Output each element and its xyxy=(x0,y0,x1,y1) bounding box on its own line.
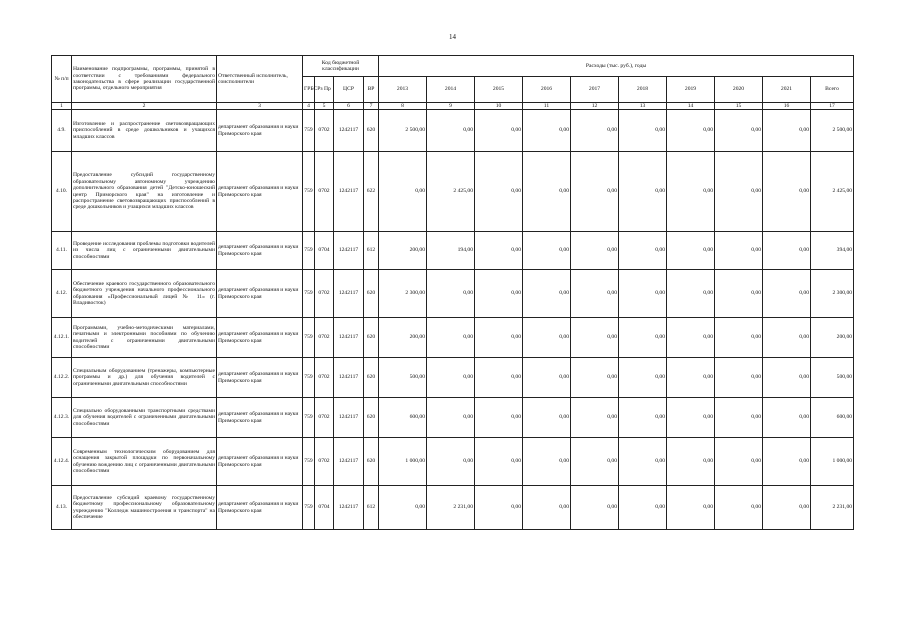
header-year: 2019 xyxy=(667,77,715,103)
row-year-value: 0,00 xyxy=(475,358,523,398)
row-year-value: 0,00 xyxy=(763,398,811,438)
column-number: 3 xyxy=(217,103,303,110)
row-number: 4.11. xyxy=(52,232,72,270)
row-name: Изготовление и распространение световозвращающих приспособлений в среде дошкольников и учащихся младших классов xyxy=(72,110,217,152)
row-year-value: 500,00 xyxy=(379,358,427,398)
row-number: 4.12.1. xyxy=(52,318,72,358)
row-number: 4.12.3. xyxy=(52,398,72,438)
header-year: 2020 xyxy=(715,77,763,103)
row-rzpr: 0702 xyxy=(315,398,334,438)
row-year-value: 0,00 xyxy=(715,486,763,530)
row-year-value: 0,00 xyxy=(619,398,667,438)
row-year-value: 0,00 xyxy=(571,110,619,152)
column-number: 15 xyxy=(715,103,763,110)
column-number: 1 xyxy=(52,103,72,110)
row-year-value: 0,00 xyxy=(427,438,475,486)
row-total: 2 425,00 xyxy=(811,152,854,232)
row-name: Современным технологическим оборудованием для оснащения закрытой площадки по первоначальному обучению вождению лиц с ограниченными двигательными способностями xyxy=(72,438,217,486)
column-number: 10 xyxy=(475,103,523,110)
row-name: Специально оборудованными транспортными средствами для обучения водителей с ограниченными двигательными способностями xyxy=(72,398,217,438)
table-row xyxy=(52,110,854,152)
header-year: 2021 xyxy=(763,77,811,103)
row-number: 4.12.4. xyxy=(52,438,72,486)
row-grbs: 759 xyxy=(303,486,315,530)
row-rzpr: 0702 xyxy=(315,358,334,398)
row-grbs: 759 xyxy=(303,398,315,438)
header-budget-code: Код бюджетной классификации xyxy=(303,56,379,77)
row-rzpr: 0702 xyxy=(315,318,334,358)
column-number: 16 xyxy=(763,103,811,110)
row-responsible: департамент образования и науки Приморского края xyxy=(217,486,303,530)
row-number: 4.10. xyxy=(52,152,72,232)
row-csr: 1242117 xyxy=(334,232,364,270)
row-year-value: 0,00 xyxy=(523,110,571,152)
row-grbs: 759 xyxy=(303,110,315,152)
column-number: 2 xyxy=(72,103,217,110)
column-number: 4 xyxy=(303,103,315,110)
header-num: № п/п xyxy=(52,56,72,103)
row-year-value: 0,00 xyxy=(667,270,715,318)
row-year-value: 0,00 xyxy=(523,398,571,438)
row-csr: 1242117 xyxy=(334,398,364,438)
row-year-value: 0,00 xyxy=(715,398,763,438)
row-year-value: 0,00 xyxy=(715,358,763,398)
row-year-value: 0,00 xyxy=(763,232,811,270)
header-year: 2015 xyxy=(475,77,523,103)
column-number: 6 xyxy=(334,103,364,110)
header-year: 2017 xyxy=(571,77,619,103)
row-total: 1 000,00 xyxy=(811,438,854,486)
row-name: Обеспечение краевого государственного образовательного бюджетного учреждения начального профессионального образования «Профессиональный лицей № 11» (г. Владивосток) xyxy=(72,270,217,318)
row-total: 500,00 xyxy=(811,358,854,398)
column-number: 14 xyxy=(667,103,715,110)
header-csr: ЦСР xyxy=(334,77,364,103)
row-number: 4.9. xyxy=(52,110,72,152)
header-year: 2014 xyxy=(427,77,475,103)
row-year-value: 0,00 xyxy=(619,438,667,486)
row-year-value: 2 231,00 xyxy=(427,486,475,530)
header-total: Всего xyxy=(811,77,854,103)
row-rzpr: 0704 xyxy=(315,486,334,530)
row-vr: 620 xyxy=(364,438,379,486)
header-responsible: Ответственный исполнитель, соисполнители xyxy=(217,56,303,103)
row-year-value: 0,00 xyxy=(523,358,571,398)
row-grbs: 759 xyxy=(303,270,315,318)
row-responsible: департамент образования и науки Приморского края xyxy=(217,358,303,398)
row-year-value: 0,00 xyxy=(379,486,427,530)
row-year-value: 0,00 xyxy=(571,358,619,398)
column-number: 5 xyxy=(315,103,334,110)
row-year-value: 0,00 xyxy=(475,152,523,232)
row-total: 2 231,00 xyxy=(811,486,854,530)
page-number: 14 xyxy=(449,33,456,41)
row-vr: 612 xyxy=(364,486,379,530)
row-year-value: 0,00 xyxy=(571,398,619,438)
row-total: 200,00 xyxy=(811,318,854,358)
row-year-value: 0,00 xyxy=(667,318,715,358)
row-responsible: департамент образования и науки Приморского края xyxy=(217,398,303,438)
column-number: 11 xyxy=(523,103,571,110)
row-year-value: 0,00 xyxy=(523,318,571,358)
row-rzpr: 0704 xyxy=(315,232,334,270)
row-year-value: 0,00 xyxy=(379,152,427,232)
table-row xyxy=(52,270,854,318)
header-year: 2013 xyxy=(379,77,427,103)
row-year-value: 600,00 xyxy=(379,398,427,438)
row-csr: 1242117 xyxy=(334,486,364,530)
row-csr: 1242117 xyxy=(334,152,364,232)
row-year-value: 0,00 xyxy=(427,110,475,152)
row-grbs: 759 xyxy=(303,358,315,398)
table-body xyxy=(52,110,854,530)
row-responsible: департамент образования и науки Приморского края xyxy=(217,318,303,358)
row-year-value: 0,00 xyxy=(667,110,715,152)
row-vr: 612 xyxy=(364,232,379,270)
row-year-value: 0,00 xyxy=(571,438,619,486)
row-year-value: 0,00 xyxy=(763,438,811,486)
row-year-value: 0,00 xyxy=(571,152,619,232)
table-row xyxy=(52,398,854,438)
row-year-value: 0,00 xyxy=(523,270,571,318)
row-vr: 620 xyxy=(364,110,379,152)
row-year-value: 0,00 xyxy=(715,438,763,486)
row-year-value: 0,00 xyxy=(619,486,667,530)
table-row xyxy=(52,318,854,358)
row-responsible: департамент образования и науки Приморского края xyxy=(217,152,303,232)
row-year-value: 200,00 xyxy=(379,318,427,358)
row-number: 4.12.2. xyxy=(52,358,72,398)
header-grbs: ГРБС xyxy=(303,77,315,103)
column-number-row xyxy=(52,103,854,110)
header-expenses: Расходы (тыс. руб.), годы xyxy=(379,56,854,77)
row-year-value: 0,00 xyxy=(715,318,763,358)
row-year-value: 0,00 xyxy=(763,358,811,398)
row-year-value: 0,00 xyxy=(763,152,811,232)
row-vr: 620 xyxy=(364,398,379,438)
row-vr: 620 xyxy=(364,270,379,318)
row-year-value: 0,00 xyxy=(667,486,715,530)
row-number: 4.13. xyxy=(52,486,72,530)
row-year-value: 0,00 xyxy=(427,358,475,398)
table-row xyxy=(52,358,854,398)
row-name: Предоставление субсидий государственному образовательному автономному учреждению дополнительного образования детей "Детско-юношеский центр Приморского края" на изготовление и распространение световозвращающих приспособлений в среде дошкольников и учащихся младших классов xyxy=(72,152,217,232)
row-vr: 622 xyxy=(364,152,379,232)
row-csr: 1242117 xyxy=(334,318,364,358)
header-name: Наименование подпрограммы, программы, принятой в соответствии с требованиями федерального законодательства в сфере реализации государственной программы, отдельного мероприятия xyxy=(72,56,217,103)
row-vr: 620 xyxy=(364,318,379,358)
column-number: 9 xyxy=(427,103,475,110)
row-year-value: 0,00 xyxy=(715,270,763,318)
row-year-value: 0,00 xyxy=(667,358,715,398)
row-rzpr: 0702 xyxy=(315,270,334,318)
table-row xyxy=(52,152,854,232)
header-rzpr: Рз Пр xyxy=(315,77,334,103)
table-row xyxy=(52,438,854,486)
row-name: Проведение исследования проблемы подготовки водителей из числа лиц с ограниченными двигательными способностями xyxy=(72,232,217,270)
row-year-value: 0,00 xyxy=(619,152,667,232)
row-year-value: 0,00 xyxy=(763,486,811,530)
row-year-value: 0,00 xyxy=(475,318,523,358)
table-row xyxy=(52,232,854,270)
row-year-value: 0,00 xyxy=(667,438,715,486)
row-year-value: 0,00 xyxy=(475,270,523,318)
row-year-value: 0,00 xyxy=(427,318,475,358)
row-year-value: 0,00 xyxy=(667,232,715,270)
row-total: 600,00 xyxy=(811,398,854,438)
row-year-value: 0,00 xyxy=(571,270,619,318)
row-year-value: 2 425,00 xyxy=(427,152,475,232)
row-year-value: 0,00 xyxy=(571,318,619,358)
budget-expenses-table xyxy=(51,55,854,530)
row-year-value: 2 500,00 xyxy=(379,110,427,152)
row-csr: 1242117 xyxy=(334,110,364,152)
row-year-value: 2 300,00 xyxy=(379,270,427,318)
row-year-value: 0,00 xyxy=(667,152,715,232)
row-year-value: 0,00 xyxy=(763,270,811,318)
column-number: 12 xyxy=(571,103,619,110)
row-year-value: 0,00 xyxy=(715,110,763,152)
row-year-value: 200,00 xyxy=(379,232,427,270)
row-responsible: департамент образования и науки Приморского края xyxy=(217,438,303,486)
row-csr: 1242117 xyxy=(334,270,364,318)
row-year-value: 0,00 xyxy=(475,438,523,486)
row-year-value: 0,00 xyxy=(619,270,667,318)
row-year-value: 0,00 xyxy=(715,152,763,232)
row-year-value: 0,00 xyxy=(571,486,619,530)
row-grbs: 759 xyxy=(303,152,315,232)
row-name: Специальным оборудованием (тренажеры, компьютерные программы и др.) для обучения водителей с ограниченными двигательными способностями xyxy=(72,358,217,398)
row-csr: 1242117 xyxy=(334,438,364,486)
row-grbs: 759 xyxy=(303,438,315,486)
row-grbs: 759 xyxy=(303,318,315,358)
row-year-value: 0,00 xyxy=(619,358,667,398)
column-number: 13 xyxy=(619,103,667,110)
column-number: 8 xyxy=(379,103,427,110)
row-number: 4.12. xyxy=(52,270,72,318)
row-responsible: департамент образования и науки Приморского края xyxy=(217,110,303,152)
row-year-value: 0,00 xyxy=(763,318,811,358)
column-number: 7 xyxy=(364,103,379,110)
header-year: 2016 xyxy=(523,77,571,103)
row-name: Предоставление субсидий краевому государственному бюджетному профессиональному образовательному учреждению "Колледж машиностроения и транспорта" на обеспечение xyxy=(72,486,217,530)
row-year-value: 0,00 xyxy=(475,398,523,438)
row-responsible: департамент образования и науки Приморского края xyxy=(217,232,303,270)
table-row xyxy=(52,486,854,530)
row-total: 2 300,00 xyxy=(811,270,854,318)
row-year-value: 0,00 xyxy=(475,232,523,270)
row-year-value: 0,00 xyxy=(523,438,571,486)
row-total: 2 500,00 xyxy=(811,110,854,152)
row-total: 394,00 xyxy=(811,232,854,270)
row-csr: 1242117 xyxy=(334,358,364,398)
row-year-value: 194,00 xyxy=(427,232,475,270)
row-grbs: 759 xyxy=(303,232,315,270)
column-number: 17 xyxy=(811,103,854,110)
row-year-value: 0,00 xyxy=(571,232,619,270)
row-responsible: департамент образования и науки Приморского края xyxy=(217,270,303,318)
row-rzpr: 0702 xyxy=(315,438,334,486)
row-name: Программами, учебно-методическими материалами, печатными и электронными пособиями по обучению водителей с ограниченными двигательными способностями xyxy=(72,318,217,358)
row-year-value: 0,00 xyxy=(763,110,811,152)
row-year-value: 0,00 xyxy=(475,486,523,530)
row-year-value: 0,00 xyxy=(619,110,667,152)
table-header xyxy=(52,56,854,110)
header-year: 2018 xyxy=(619,77,667,103)
row-year-value: 0,00 xyxy=(427,270,475,318)
row-rzpr: 0702 xyxy=(315,110,334,152)
row-year-value: 0,00 xyxy=(475,110,523,152)
row-year-value: 1 000,00 xyxy=(379,438,427,486)
row-year-value: 0,00 xyxy=(523,152,571,232)
row-year-value: 0,00 xyxy=(523,486,571,530)
header-vr: ВР xyxy=(364,77,379,103)
row-year-value: 0,00 xyxy=(715,232,763,270)
row-vr: 620 xyxy=(364,358,379,398)
row-year-value: 0,00 xyxy=(619,318,667,358)
row-year-value: 0,00 xyxy=(667,398,715,438)
row-year-value: 0,00 xyxy=(523,232,571,270)
row-year-value: 0,00 xyxy=(619,232,667,270)
row-rzpr: 0702 xyxy=(315,152,334,232)
row-year-value: 0,00 xyxy=(427,398,475,438)
